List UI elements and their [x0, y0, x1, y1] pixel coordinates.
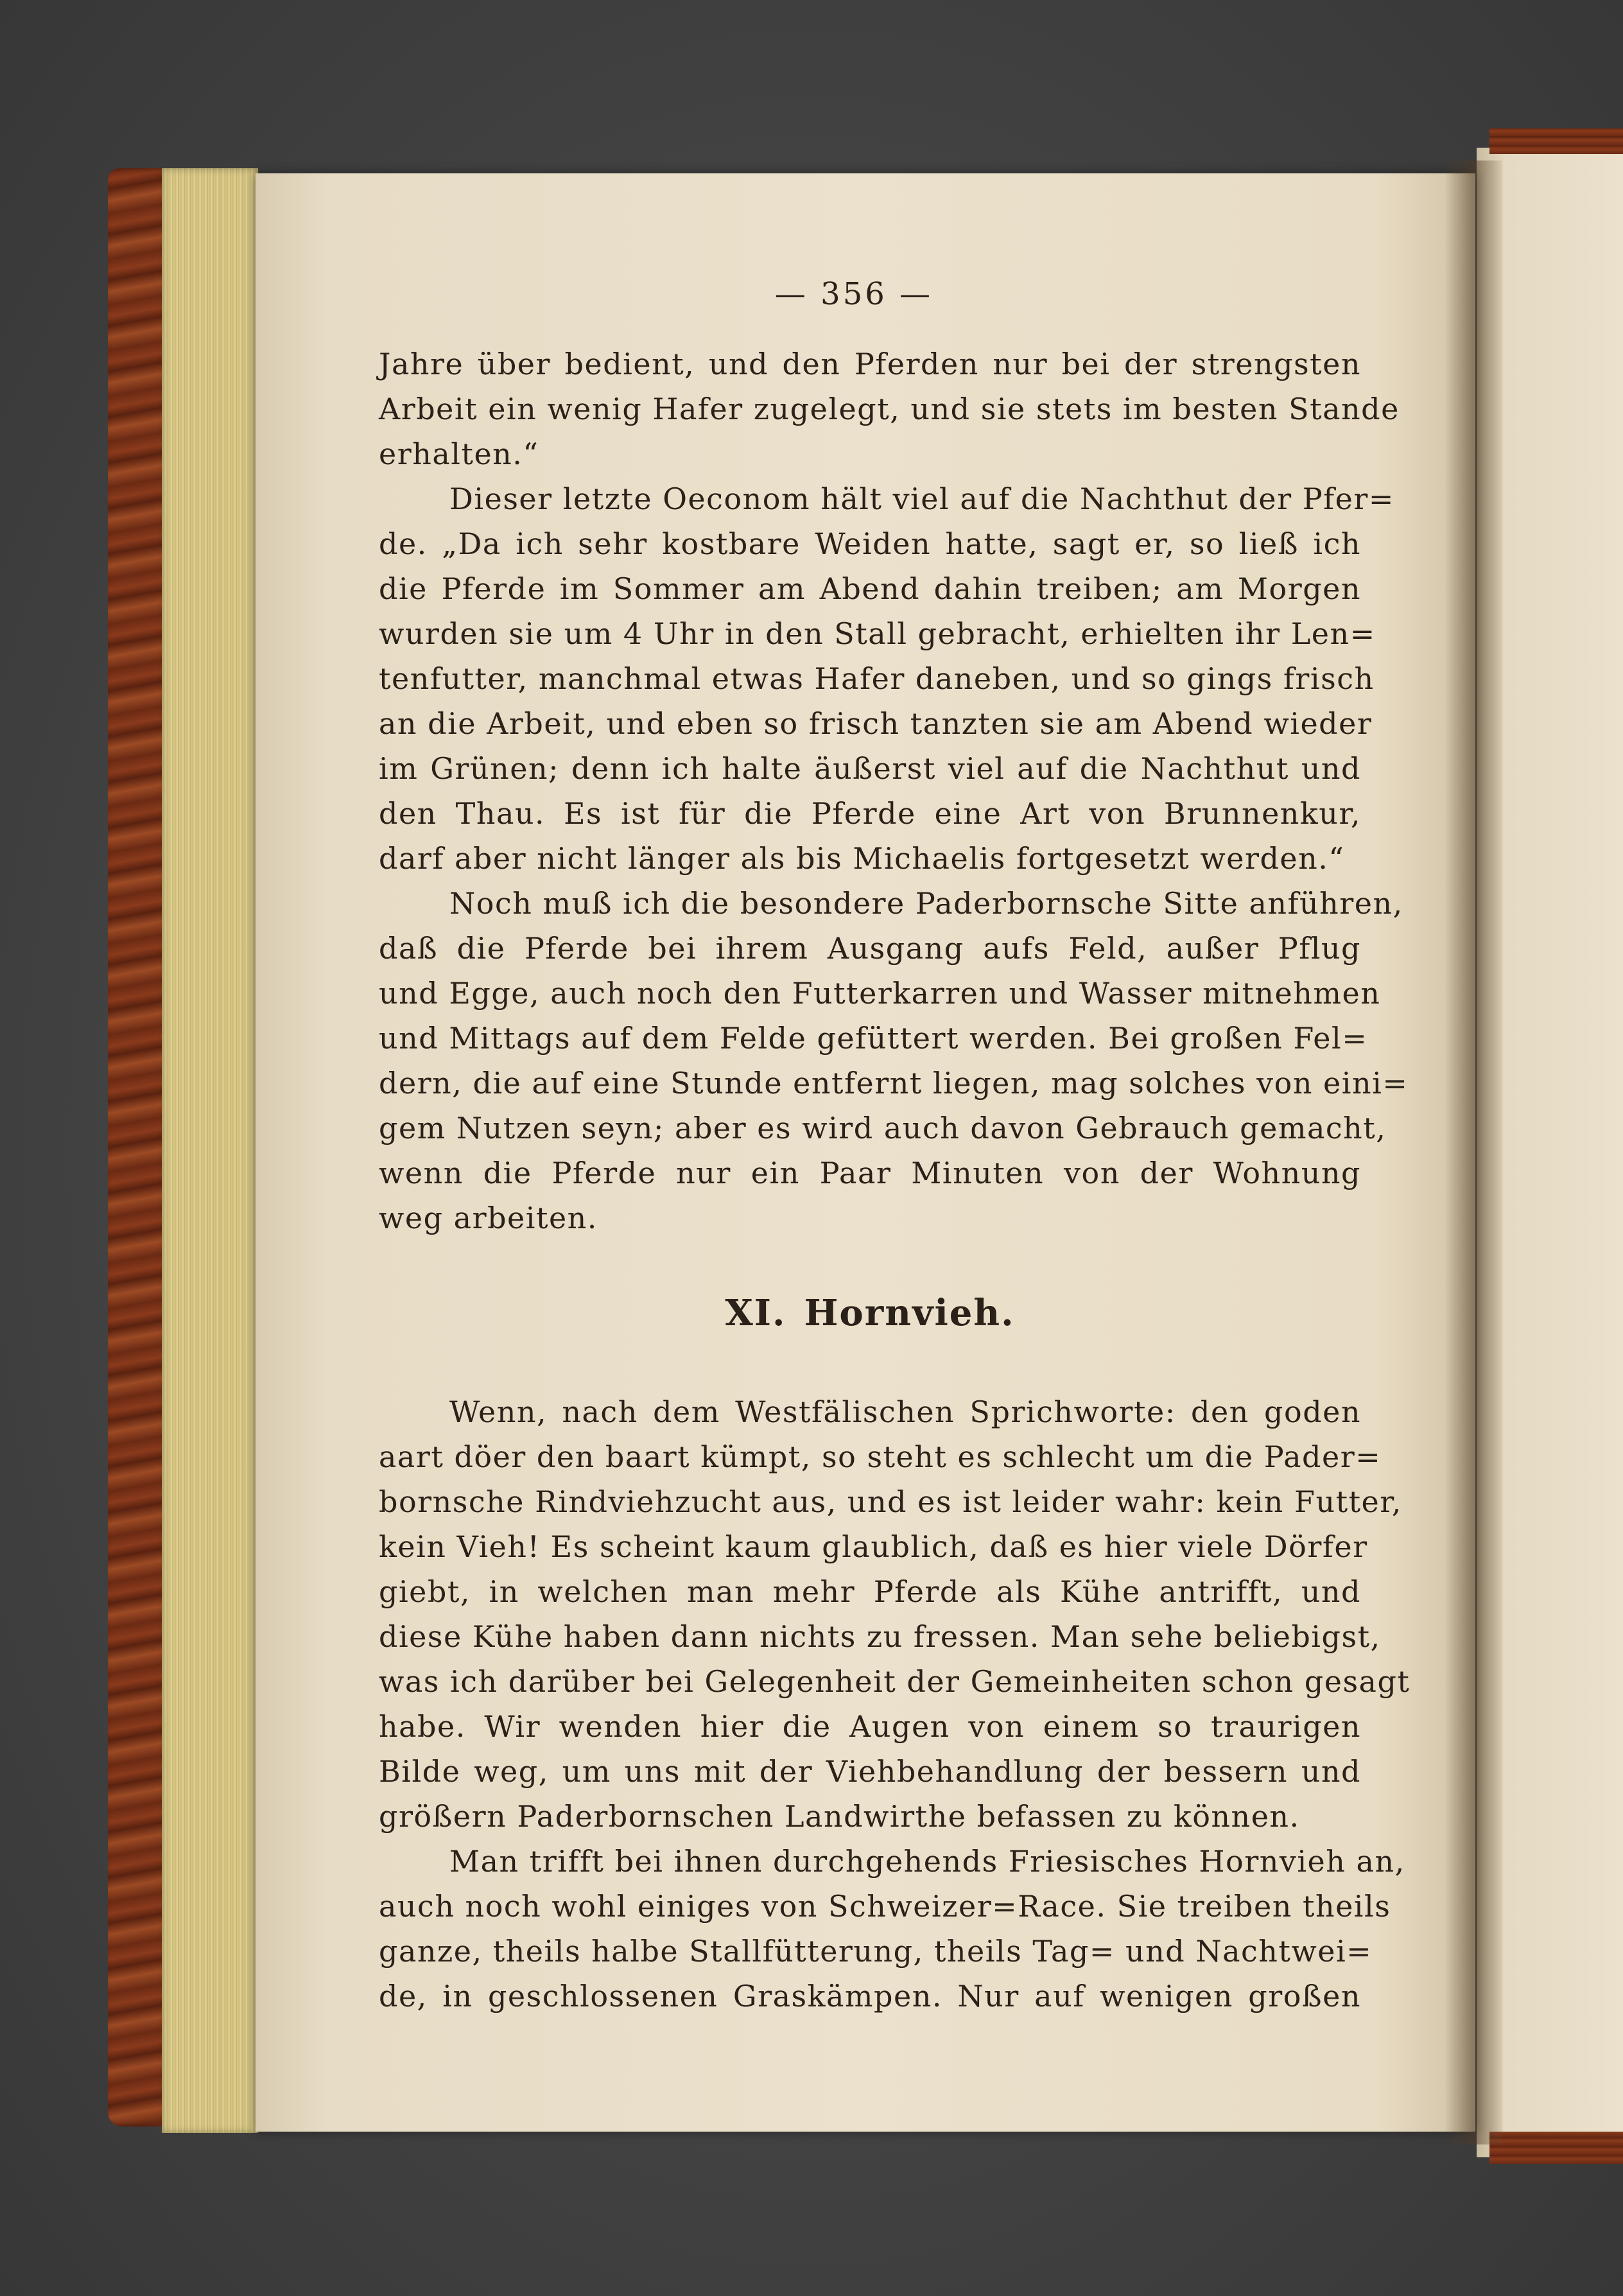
- text-line: aart döer den baart kümpt, so steht es schlecht um die Pader=: [379, 1439, 1382, 1474]
- text-line: Dieser letzte Oeconom hält viel auf die Nachthut der Pfer=: [449, 482, 1394, 516]
- text-line: weg arbeiten.: [379, 1201, 598, 1235]
- text-line: wenn die Pferde nur ein Paar Minuten von der Wohnung: [379, 1156, 1361, 1190]
- text-line: bornsche Rindviehzucht aus, und es ist leider wahr: kein Futter,: [379, 1484, 1402, 1519]
- text-line: ganze, theils halbe Stallfütterung, theils Tag= und Nachtwei=: [379, 1934, 1373, 1969]
- section-numeral: XI.: [725, 1292, 786, 1334]
- text-line: diese Kühe haben dann nichts zu fressen. Man sehe beliebigst,: [379, 1619, 1381, 1654]
- text-line: gem Nutzen seyn; aber es wird auch davon Gebrauch gemacht,: [379, 1111, 1387, 1145]
- page-gutter: [1445, 161, 1502, 2144]
- page-number: — 356 —: [774, 276, 933, 312]
- text-line: giebt, in welchen man mehr Pferde als Kühe antrifft, und: [379, 1574, 1361, 1609]
- text-line: im Grünen; denn ich halte äußerst viel auf die Nachthut und: [379, 751, 1361, 786]
- text-line: Man trifft bei ihnen durchgehends Friesisches Hornvieh an,: [449, 1844, 1405, 1879]
- text-line: an die Arbeit, und eben so frisch tanzten sie am Abend wieder: [379, 706, 1373, 741]
- text-line: Bilde weg, um uns mit der Viehbehandlung der bessern und: [379, 1754, 1361, 1789]
- section-title: Hornvieh.: [804, 1292, 1015, 1334]
- text-line: habe. Wir wenden hier die Augen von einem so traurigen: [379, 1709, 1361, 1744]
- text-line: Arbeit ein wenig Hafer zugelegt, und sie stets im besten Stande: [379, 392, 1400, 426]
- text-line: den Thau. Es ist für die Pferde eine Art von Brunnenkur,: [379, 796, 1361, 831]
- text-line: de. „Da ich sehr kostbare Weiden hatte, sagt er, so ließ ich: [379, 526, 1361, 561]
- text-line: tenfutter, manchmal etwas Hafer daneben, und so gings frisch: [379, 661, 1375, 696]
- text-line: de, in geschlossenen Graskämpen. Nur auf wenigen großen: [379, 1979, 1361, 2013]
- text-line: Jahre über bedient, und den Pferden nur bei der strengsten: [379, 347, 1361, 381]
- text-line: Wenn, nach dem Westfälischen Sprichworte: den goden: [449, 1395, 1361, 1429]
- text-line: kein Vieh! Es scheint kaum glaublich, daß es hier viele Dörfer: [379, 1529, 1368, 1564]
- text-line: dern, die auf eine Stunde entfernt liegen, mag solches von eini=: [379, 1066, 1409, 1100]
- book-cover-edge-right-top: [1489, 128, 1623, 154]
- book-cover-edge-right-bottom: [1489, 2132, 1623, 2164]
- page-stack-edge: [162, 168, 258, 2133]
- text-line: auch noch wohl einiges von Schweizer=Race. Sie treiben theils: [379, 1889, 1391, 1924]
- text-line: Noch muß ich die besondere Paderbornsche Sitte anführen,: [449, 886, 1403, 921]
- text-line: und Egge, auch noch den Futterkarren und Wasser mitnehmen: [379, 976, 1381, 1011]
- book-cover-edge-left: [108, 168, 169, 2126]
- text-line: die Pferde im Sommer am Abend dahin treiben; am Morgen: [379, 571, 1361, 606]
- section-heading: [379, 1292, 1361, 1334]
- text-line: darf aber nicht länger als bis Michaelis fortgesetzt werden.“: [379, 841, 1345, 876]
- text-line: erhalten.“: [379, 437, 539, 471]
- text-line: wurden sie um 4 Uhr in den Stall gebracht, erhielten ihr Len=: [379, 616, 1376, 651]
- text-line: und Mittags auf dem Felde gefüttert werden. Bei großen Fel=: [379, 1021, 1368, 1056]
- text-line: daß die Pferde bei ihrem Ausgang aufs Feld, außer Pflug: [379, 931, 1361, 966]
- text-line: größern Paderbornschen Landwirthe befassen zu können.: [379, 1799, 1300, 1834]
- text-line: was ich darüber bei Gelegenheit der Gemeinheiten schon gesagt: [379, 1664, 1410, 1699]
